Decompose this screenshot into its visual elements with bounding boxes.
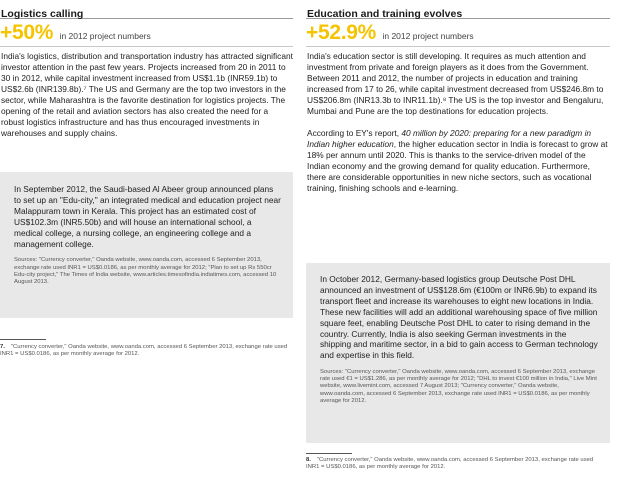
- footnote: [0, 344, 292, 358]
- footnote-divider: [0, 339, 46, 340]
- footnote-number: 7.: [0, 344, 5, 350]
- footnote: [306, 457, 608, 471]
- footnote-text: "Currency converter," Oanda website, www.oanda.com, accessed 6 September 2013, exchange rate used INR1 = US$0.0186, as per monthly average for 2012.: [306, 457, 594, 471]
- stat-line: [306, 22, 610, 44]
- stat-caption: in 2012 project numbers: [382, 31, 474, 41]
- case-study-sources: Sources: "Currency converter," Oanda website, www.oanda.com, accessed 6 September 2013, exchange rate used INR1 = US$0.0186, as per monthly average for 2012; "Plan to set up Rs 550cr Edu-city project," The Times of India website, www.articles.timesofindia.indiatimes.com, accessed 10 August 2013.: [14, 257, 277, 285]
- case-study-text: In September 2012, the Saudi-based Al Abeer group announced plans to set up an "Edu-city," an integrated medical and education project near Malappuram town in Kerala. This project has an estimated cost of US$102.3m (INR5.50b) and will house an international school, a medical college, a nursing college, an engineering college and a management college.: [14, 184, 281, 249]
- section-heading: Logistics calling: [1, 8, 84, 20]
- report-title: 40 million by 2020: preparing for a new paradigm in Indian higher education: [307, 128, 592, 149]
- body-paragraph: India's education sector is still developing. It requires as much attention and investment from private and foreign players as it does from the Government. Between 2011 and 2012, the number of projects in education and training increased from 17 to 26, while capital investment decreased from US$246.8m to US$206.8m (INR13.3b to INR11.1b).⁸ The US is the top investor and Bengaluru, Mumbai and Pune are the top destinations for education projects.: [307, 51, 604, 116]
- section-heading: Education and training evolves: [307, 8, 463, 20]
- case-study-sources: Sources: "Currency converter," Oanda website, www.oanda.com, accessed 6 September 2013, exchange rate used €1 = US$1.286, as per monthly average for 2012; "DHL to invest €100 million in India," Live Mint website, www.livemint.com, accessed 7 August 2013; "Currency converter," Oanda website, www.oanda.com, accessed 6 September 2013, exchange rate used INR1 = US$0.0186, as per monthly average for 2012.: [320, 369, 597, 404]
- paragraph-prefix: According to EY's report,: [307, 128, 402, 138]
- stat-caption: in 2012 project numbers: [59, 31, 151, 41]
- body-paragraph: India's logistics, distribution and transportation industry has attracted significant investor attention in the past few years. Projects increased from 20 in 2011 to 30 in 2012, while capital investment increased from US$1.1b (INR59.1b) to US$2.6b (INR139.8b).⁷ The US and Germany are the top two investors in the sector, while Maharashtra is the favorite destination for logistics projects. The opening of the retail and aviation sectors has also created the need for a robust logistics infrastructure and has thus encouraged investments in warehouses and supply chains.: [1, 51, 293, 138]
- case-study-box: [306, 263, 610, 443]
- stat-divider: [306, 46, 610, 47]
- footnote-text: "Currency converter," Oanda website, www.oanda.com, accessed 6 September 2013, exchange rate used INR1 = US$0.0186, as per monthly average for 2012.: [0, 344, 288, 358]
- stat-line: [0, 22, 293, 44]
- case-study-text: In October 2012, Germany-based logistics group Deutsche Post DHL announced an investment of US$128.6m (€100m or INR6.9b) to expand its transport fleet and increase its warehouses to eight new locations in India. These new facilities will add an additional warehousing space of five million square feet, enabling Deutsche Post DHL to cater to rising demand in the country. Currently, India is also seeking German investments in the shipping and maritime sector, in a bid to gain access to German technology and expertise in this field.: [320, 274, 598, 361]
- education-section: [306, 0, 610, 194]
- paragraph-rest: , the higher education sector in India is forecast to grow at 18% per annum until 2020. This is thanks to the service-driven model of the Indian economy and the growing demand for quality education. Furthermore, there are considerable opportunities in new niche sectors, such as vocational training, finishing schools and e-learning.: [307, 139, 608, 193]
- case-study-box: [0, 172, 293, 318]
- footnote-divider: [306, 453, 352, 454]
- stat-value: +52.9%: [306, 21, 377, 44]
- body-paragraph-ey-report: [307, 128, 610, 194]
- stat-divider: [0, 46, 293, 47]
- footnote-number: 8.: [306, 457, 311, 463]
- stat-value: +50%: [0, 21, 54, 44]
- logistics-section: [0, 0, 293, 139]
